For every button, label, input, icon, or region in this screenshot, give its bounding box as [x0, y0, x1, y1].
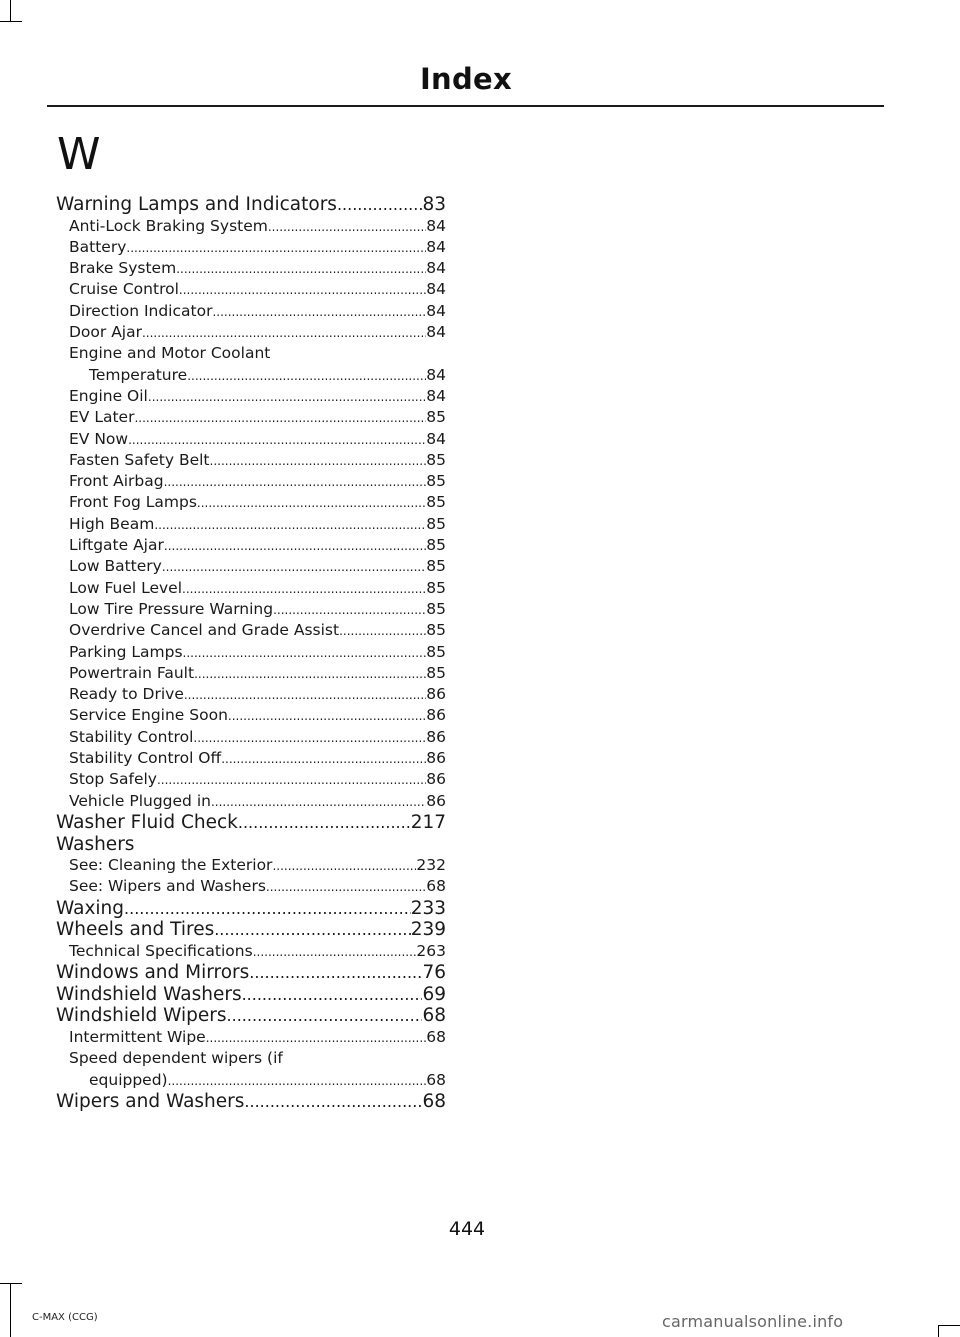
- index-entry-page: 84: [426, 216, 446, 235]
- index-entry-page: 68: [426, 1027, 446, 1046]
- index-entry-label: Technical Specifications: [69, 941, 253, 960]
- index-entry: [56, 343, 446, 364]
- dot-leader: [182, 579, 426, 599]
- dot-leader: [184, 685, 426, 705]
- index-entry: [56, 194, 446, 216]
- index-entry-label: Low Tire Pressure Warning: [69, 599, 274, 618]
- index-entry-label: Windshield Washers: [56, 983, 242, 1005]
- index-entry-label: Windshield Wipers: [56, 1005, 227, 1027]
- index-entry: [56, 429, 446, 450]
- dot-leader: [142, 323, 426, 343]
- index-entry: [56, 919, 446, 941]
- index-entry-label: Liftgate Ajar: [69, 536, 164, 555]
- index-entry-page: 83: [422, 194, 446, 215]
- index-entry: [56, 791, 446, 812]
- index-entry: [56, 301, 446, 322]
- index-entry-label: Service Engine Soon: [69, 706, 228, 725]
- index-entry: [56, 514, 446, 535]
- index-entry-label: Washers: [56, 833, 135, 855]
- dot-leader: [126, 238, 426, 258]
- index-entry: [56, 684, 446, 705]
- dot-leader: [339, 621, 426, 641]
- index-entry-page: 84: [426, 259, 446, 278]
- index-entry: [56, 898, 446, 920]
- index-entry-page: 85: [426, 408, 446, 427]
- index-entry: [56, 492, 446, 513]
- dot-leader: [238, 812, 411, 834]
- index-entry-page: 85: [426, 599, 446, 618]
- index-entry-label: equipped): [89, 1070, 168, 1089]
- crop-mark: [938, 1325, 960, 1326]
- index-entry-page: 86: [426, 727, 446, 746]
- dot-leader: [162, 557, 426, 577]
- index-entry-page: 68: [426, 1070, 446, 1089]
- index-entry: [56, 1027, 446, 1048]
- index-entry-page: 85: [426, 514, 446, 533]
- index-entry: [56, 663, 446, 684]
- index-entry: [56, 812, 446, 834]
- index-entry-page: 85: [426, 472, 446, 491]
- index-entry: [56, 962, 446, 984]
- index-entry: [56, 642, 446, 663]
- dot-leader: [212, 302, 426, 322]
- index-entry-label: Temperature: [89, 365, 188, 384]
- header-divider: [47, 105, 884, 107]
- index-entry: [56, 237, 446, 258]
- index-entry: [56, 855, 446, 876]
- index-entry-page: 76: [422, 962, 446, 984]
- index-entry-page: 85: [426, 642, 446, 661]
- dot-leader: [272, 856, 416, 876]
- index-entry: [56, 599, 446, 620]
- dot-leader: [193, 728, 426, 748]
- index-entry: [56, 535, 446, 556]
- index-entry: [56, 556, 446, 577]
- dot-leader: [194, 664, 426, 684]
- index-entry-label: Brake System: [69, 259, 177, 278]
- dot-leader: [227, 1005, 423, 1027]
- index-entry: [56, 279, 446, 300]
- index-entry-label: Powertrain Fault: [69, 663, 195, 682]
- index-entry: [56, 1048, 446, 1069]
- index-entry-page: 85: [426, 450, 446, 469]
- index-entry-page: 239: [410, 919, 446, 941]
- dot-leader: [128, 430, 426, 450]
- index-entry-label: Front Fog Lamps: [69, 493, 197, 512]
- index-entry: [56, 769, 446, 790]
- document-code: C-MAX (CCG): [32, 1312, 98, 1323]
- index-entry-label: Engine and Motor Coolant: [69, 344, 271, 363]
- index-entry-label: Ready to Drive: [69, 685, 184, 704]
- dot-leader: [187, 366, 426, 386]
- dot-leader: [268, 217, 426, 237]
- index-entry-page: 84: [426, 323, 446, 342]
- page-title: Index: [419, 62, 513, 96]
- index-entry-page: 85: [426, 663, 446, 682]
- index-entry-label: See: Wipers and Washers: [69, 877, 266, 896]
- index-entry-label: Parking Lamps: [69, 642, 183, 661]
- index-entry-label: Waxing: [56, 897, 125, 919]
- index-entry-label: Windows and Mirrors: [56, 962, 250, 984]
- section-letter: W: [57, 129, 101, 180]
- dot-leader: [164, 536, 426, 556]
- index-entry-page: 84: [426, 429, 446, 448]
- index-entry-page: 86: [426, 770, 446, 789]
- index-entry-page: 85: [426, 557, 446, 576]
- crop-mark: [938, 1325, 939, 1337]
- dot-leader: [249, 962, 422, 984]
- index-entry: [56, 748, 446, 769]
- index-entry: [56, 876, 446, 897]
- index-entry: [56, 578, 446, 599]
- index-entry-label: Low Battery: [69, 557, 162, 576]
- index-entry-label: Door Ajar: [69, 323, 142, 342]
- crop-mark: [10, 1283, 11, 1337]
- index-entry-label: Warning Lamps and Indicators: [56, 194, 337, 215]
- index-entry: [56, 620, 446, 641]
- index-entry-label: Stability Control: [69, 727, 194, 746]
- index-entry-page: 68: [426, 877, 446, 896]
- dot-leader: [176, 259, 426, 279]
- index-entry-label: Stability Control Off: [69, 749, 222, 768]
- index-entry-label: Fasten Safety Belt: [69, 450, 210, 469]
- index-entry-label: Low Fuel Level: [69, 578, 183, 597]
- index-entry: [56, 386, 446, 407]
- index-entry-page: 85: [426, 493, 446, 512]
- index-entry-page: 233: [410, 897, 446, 919]
- index-entry-page: 85: [426, 621, 446, 640]
- dot-leader: [221, 749, 426, 769]
- index-entry-label: Speed dependent wipers (if: [69, 1049, 283, 1068]
- dot-leader: [124, 898, 411, 920]
- dot-leader: [253, 942, 417, 962]
- index-entry-label: EV Now: [69, 429, 129, 448]
- dot-leader: [148, 387, 426, 407]
- index-entry-page: 85: [426, 536, 446, 555]
- dot-leader: [214, 919, 410, 941]
- index-entry-page: 263: [416, 941, 446, 960]
- index-entry-page: 86: [426, 749, 446, 768]
- index-entry: [56, 258, 446, 279]
- index-entry-label: Intermittent Wipe: [69, 1027, 206, 1046]
- dot-leader: [244, 1091, 422, 1113]
- index-entry-label: Overdrive Cancel and Grade Assist: [69, 621, 340, 640]
- index-entry-page: 86: [426, 685, 446, 704]
- index-entry: [56, 1091, 446, 1113]
- crop-mark: [0, 21, 22, 22]
- dot-leader: [197, 493, 426, 513]
- index-entry: [56, 471, 446, 492]
- index-entry-page: 84: [426, 301, 446, 320]
- index-entry: [56, 450, 446, 471]
- dot-leader: [242, 984, 423, 1006]
- index-entry-page: 84: [426, 237, 446, 256]
- dot-leader: [206, 1028, 427, 1048]
- index-entry-page: 217: [410, 811, 446, 833]
- dot-leader: [134, 408, 426, 428]
- crop-mark: [10, 0, 11, 22]
- index-entry: [56, 1070, 446, 1091]
- index-entry: [56, 365, 446, 386]
- index-entry: [56, 834, 446, 856]
- dot-leader: [337, 194, 423, 216]
- index-list: [56, 194, 446, 1112]
- index-entry-page: 85: [426, 578, 446, 597]
- index-entry-label: Engine Oil: [69, 386, 148, 405]
- dot-leader: [210, 451, 427, 471]
- index-entry-page: 84: [426, 365, 446, 384]
- index-entry: [56, 322, 446, 343]
- dot-leader: [154, 515, 426, 535]
- index-entry-page: 69: [422, 983, 446, 1005]
- index-entry-label: Washer Fluid Check: [56, 811, 238, 833]
- index-entry: [56, 407, 446, 428]
- index-entry-label: Front Airbag: [69, 472, 164, 491]
- index-entry: [56, 216, 446, 237]
- index-entry-page: 232: [416, 856, 446, 875]
- index-entry: [56, 984, 446, 1006]
- index-entry-label: High Beam: [69, 514, 155, 533]
- index-entry-label: Wheels and Tires: [56, 919, 215, 941]
- dot-leader: [228, 706, 426, 726]
- index-entry-page: 86: [426, 791, 446, 810]
- index-entry: [56, 1005, 446, 1027]
- index-entry: [56, 727, 446, 748]
- dot-leader: [183, 643, 427, 663]
- dot-leader: [168, 1071, 427, 1091]
- dot-leader: [211, 792, 426, 812]
- index-entry-label: See: Cleaning the Exterior: [69, 856, 273, 875]
- index-entry: [56, 941, 446, 962]
- index-entry-label: Vehicle Plugged in: [69, 791, 211, 810]
- index-entry-page: 68: [422, 1090, 446, 1112]
- index-entry-label: EV Later: [69, 408, 135, 427]
- index-entry: [56, 705, 446, 726]
- index-entry-page: 84: [426, 280, 446, 299]
- index-entry-label: Direction Indicator: [69, 301, 213, 320]
- index-entry-page: 84: [426, 386, 446, 405]
- dot-leader: [266, 877, 426, 897]
- crop-mark: [0, 1283, 22, 1284]
- dot-leader: [157, 770, 426, 790]
- index-entry-label: Battery: [69, 237, 127, 256]
- index-entry-label: Anti-Lock Braking System: [69, 216, 268, 235]
- dot-leader: [179, 280, 426, 300]
- index-entry-page: 68: [422, 1005, 446, 1027]
- index-entry-label: Wipers and Washers: [56, 1090, 245, 1112]
- watermark-text: carmanualsonline.info: [662, 1312, 844, 1331]
- page-number: 444: [448, 1218, 486, 1240]
- index-entry-label: Stop Safely: [69, 770, 157, 789]
- index-entry-page: 86: [426, 706, 446, 725]
- dot-leader: [273, 600, 426, 620]
- index-entry-label: Cruise Control: [69, 280, 179, 299]
- dot-leader: [164, 472, 427, 492]
